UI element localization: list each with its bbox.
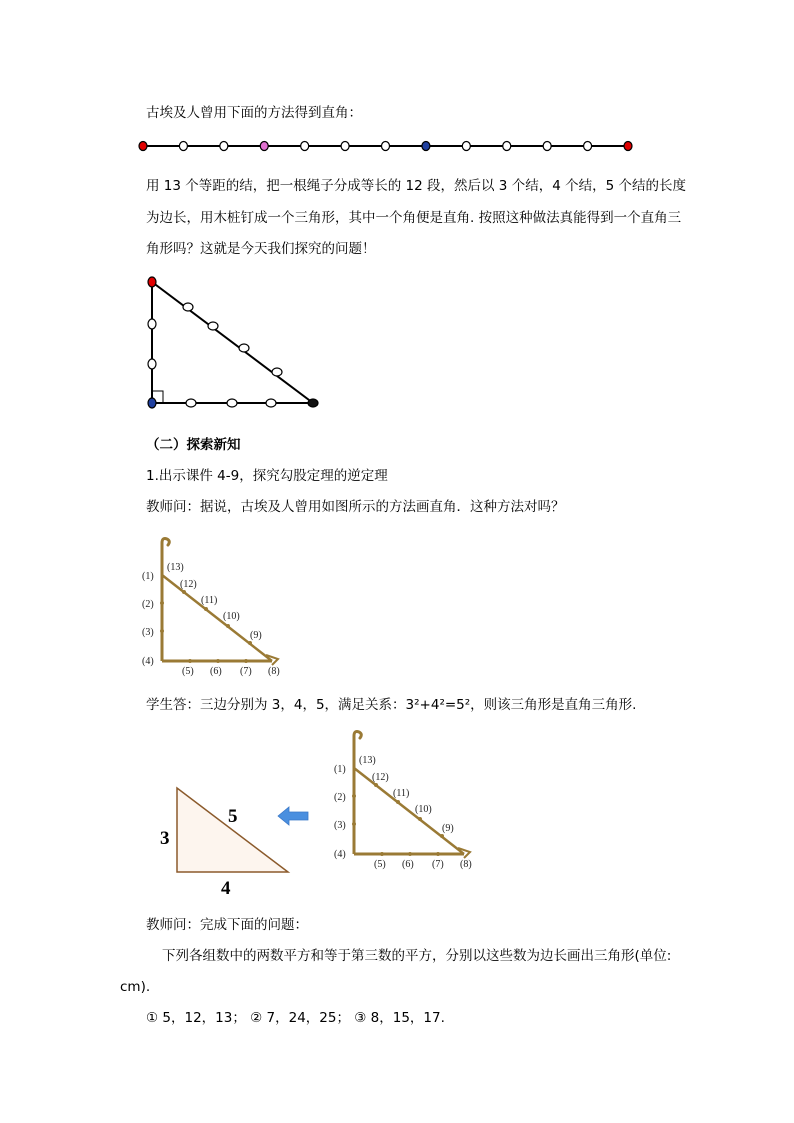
rope-knot (220, 142, 228, 151)
knotted-triangle-diagram (0, 274, 794, 414)
triangle-knot (148, 398, 156, 408)
triangle-knot (208, 322, 218, 330)
triangle-knot (148, 319, 156, 329)
teacher-question-1: 教师问：据说，古埃及人曾用如图所示的方法画直角．这种方法对吗？ (146, 499, 565, 515)
triangle-knot (148, 359, 156, 369)
rope-knot-label: (2) (142, 599, 154, 610)
triangle-knot (272, 368, 282, 376)
rope-knot (139, 142, 147, 151)
rope-knot-label: (4) (334, 849, 346, 860)
rope-knot-label: (13) (359, 755, 376, 766)
side-label-3: 3 (160, 828, 170, 849)
rope-knot-label: (6) (210, 666, 222, 677)
triangle-knot (239, 344, 249, 352)
rope-triangle-figure-1 (138, 535, 298, 680)
paragraph-line-2: 为边长，用木桩钉成一个三角形，其中一个角便是直角. 按照这种做法真能得到一个直角三 (146, 210, 682, 226)
rope-knot (624, 142, 632, 151)
rope-knot (179, 142, 187, 151)
rope-knot-label: (4) (142, 656, 154, 667)
rope-knot-label: (6) (402, 859, 414, 870)
rope-knot-label: (9) (442, 823, 454, 834)
rope-knot-label: (5) (374, 859, 386, 870)
section-heading: （二）探索新知 (146, 437, 241, 453)
teacher-question-2: 教师问：完成下面的问题： (146, 917, 308, 933)
rope-knot-label: (8) (460, 859, 472, 870)
rope-knot (422, 142, 430, 151)
rope-knot (543, 142, 551, 151)
paragraph-line-1: 用 13 个等距的结，把一根绳子分成等长的 12 段，然后以 3 个结，4 个结，5 个结的长度 (146, 178, 686, 194)
triangle-3-4-5 (155, 780, 295, 900)
rope-knot-label: (3) (334, 820, 346, 831)
rope-knot (341, 142, 349, 151)
number-groups: ① 5，12，13； ② 7，24，25； ③ 8，15，17. (146, 1010, 445, 1026)
triangle-knot (186, 399, 196, 407)
side-label-4: 4 (221, 878, 231, 899)
left-arrow-icon (276, 805, 312, 827)
rope-knot (382, 142, 390, 151)
rope-knot-label: (1) (334, 764, 346, 775)
triangle-knot (183, 303, 193, 311)
paragraph-line-3: 角形吗？这就是今天我们探究的问题！ (146, 241, 376, 257)
triangle-knot (148, 277, 156, 287)
rope-knot (260, 142, 268, 151)
triangle-knot (308, 399, 318, 407)
rope-knot-label: (3) (142, 627, 154, 638)
rope-knot-label: (7) (432, 859, 444, 870)
triangle-knot (227, 399, 237, 407)
rope-triangle-figure-2 (330, 728, 490, 873)
rope-knot-label: (12) (372, 772, 389, 783)
rope-knot-label: (9) (250, 630, 262, 641)
rope-knot (584, 142, 592, 151)
rope-knot-label: (10) (415, 804, 432, 815)
rope-knot (462, 142, 470, 151)
rope-knot-label: (12) (180, 579, 197, 590)
rope-knot-label: (13) (167, 562, 184, 573)
step-1: 1.出示课件 4-9，探究勾股定理的逆定理 (146, 468, 388, 484)
task-line-1: 下列各组数中的两数平方和等于第三数的平方，分别以这些数为边长画出三角形(单位: (162, 948, 672, 964)
rope-knot-label: (7) (240, 666, 252, 677)
task-line-2: cm). (120, 979, 151, 995)
rope-knot-label: (5) (182, 666, 194, 677)
triangle-knot (266, 399, 276, 407)
rope-knot-label: (11) (201, 595, 218, 606)
rope-knot (301, 142, 309, 151)
rope-knot-label: (11) (393, 788, 410, 799)
intro-line: 古埃及人曾用下面的方法得到直角： (146, 105, 362, 121)
rope-knot-label: (10) (223, 611, 240, 622)
rope-knot-label: (2) (334, 792, 346, 803)
student-answer: 学生答：三边分别为 3，4，5，满足关系：3²+4²=5²，则该三角形是直角三角形. (146, 697, 637, 713)
rope-knot (503, 142, 511, 151)
side-label-5: 5 (228, 806, 238, 827)
rope-knot-label: (1) (142, 571, 154, 582)
knotted-rope-diagram (0, 136, 794, 156)
rope-knot-label: (8) (268, 666, 280, 677)
